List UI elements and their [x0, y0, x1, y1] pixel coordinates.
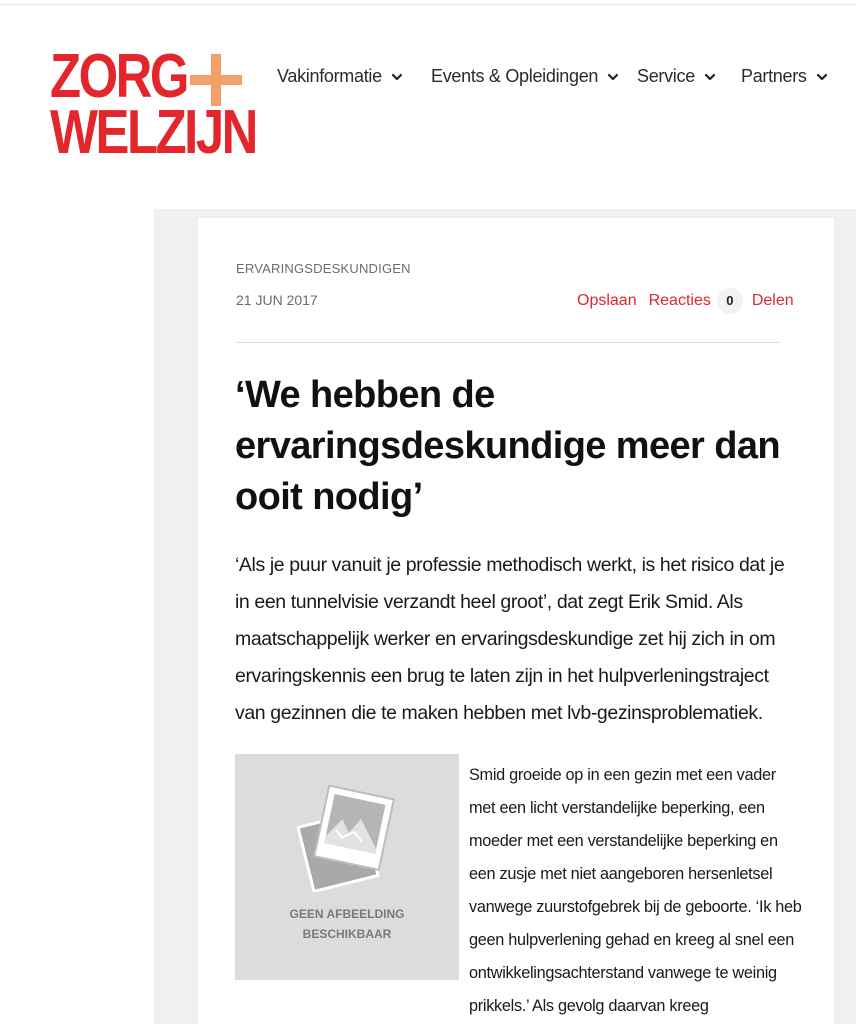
article-actions	[577, 288, 794, 314]
article-headline: ‘We hebben de ervaringsdeskundige meer dan ooit nodig’	[235, 374, 780, 518]
article-body: Smid groeide op in een gezin met een vader met een licht verstandelijke beperking, een moeder met een verstandelijke beperking en een zusje met niet aangeboren hersenletsel vanwege zuurstofgebrek bij de geboorte. ‘Ik heb geen hulpverlening gehad en kreeg al snel een ontwikkelingsachterstand vanwege te weinig prikkels.’ Als gevolg daarvan kreeg	[469, 766, 802, 1015]
logo-text-line2: WELZIJN	[50, 98, 256, 167]
save-button[interactable]: Opslaan	[577, 292, 637, 309]
article-date: 21 JUN 2017	[236, 292, 318, 308]
article-intro: ‘Als je puur vanuit je professie methodisch werkt, is het risico dat je in een tunnelvisie verzandt heel groot’, dat zegt Erik Smid. Als maatschappelijk werker en ervaringsdeskundige zet hij zich in om ervaringskennis een brug te laten zijn in het hulpverleningstraject van gezinnen die te maken hebben met lvb-gezinsproblematiek.	[235, 554, 785, 724]
nav-item-vakinformatie[interactable]	[277, 66, 404, 87]
nav-item-events-opleidingen[interactable]	[431, 66, 620, 87]
article-image-placeholder	[235, 754, 459, 980]
nav-item-service[interactable]	[637, 66, 717, 87]
logo-text-line1: ZORG	[50, 42, 188, 111]
chevron-down-icon	[390, 70, 404, 84]
nav-item-label: Events & Opleidingen	[431, 66, 599, 86]
share-button[interactable]: Delen	[751, 292, 794, 309]
comments-count-badge: 0	[717, 288, 743, 314]
image-placeholder-label	[235, 904, 459, 944]
nav-item-label: Partners	[741, 66, 807, 86]
nav-item-label: Service	[637, 66, 695, 86]
comments-button[interactable]: Reacties	[648, 292, 711, 309]
nav-item-label: Vakinformatie	[277, 66, 382, 86]
image-placeholder-line1: GEEN AFBEELDING	[289, 907, 405, 921]
chevron-down-icon	[606, 70, 620, 84]
chevron-down-icon	[815, 70, 829, 84]
nav-item-partners[interactable]	[741, 66, 829, 87]
top-divider	[0, 4, 856, 5]
image-placeholder-icon	[297, 782, 397, 892]
header-divider	[236, 342, 780, 343]
chevron-down-icon	[703, 70, 717, 84]
image-placeholder-line2: BESCHIKBAAR	[302, 927, 392, 941]
site-logo[interactable]	[50, 42, 256, 184]
article-category[interactable]: ERVARINGSDESKUNDIGEN	[236, 261, 411, 276]
